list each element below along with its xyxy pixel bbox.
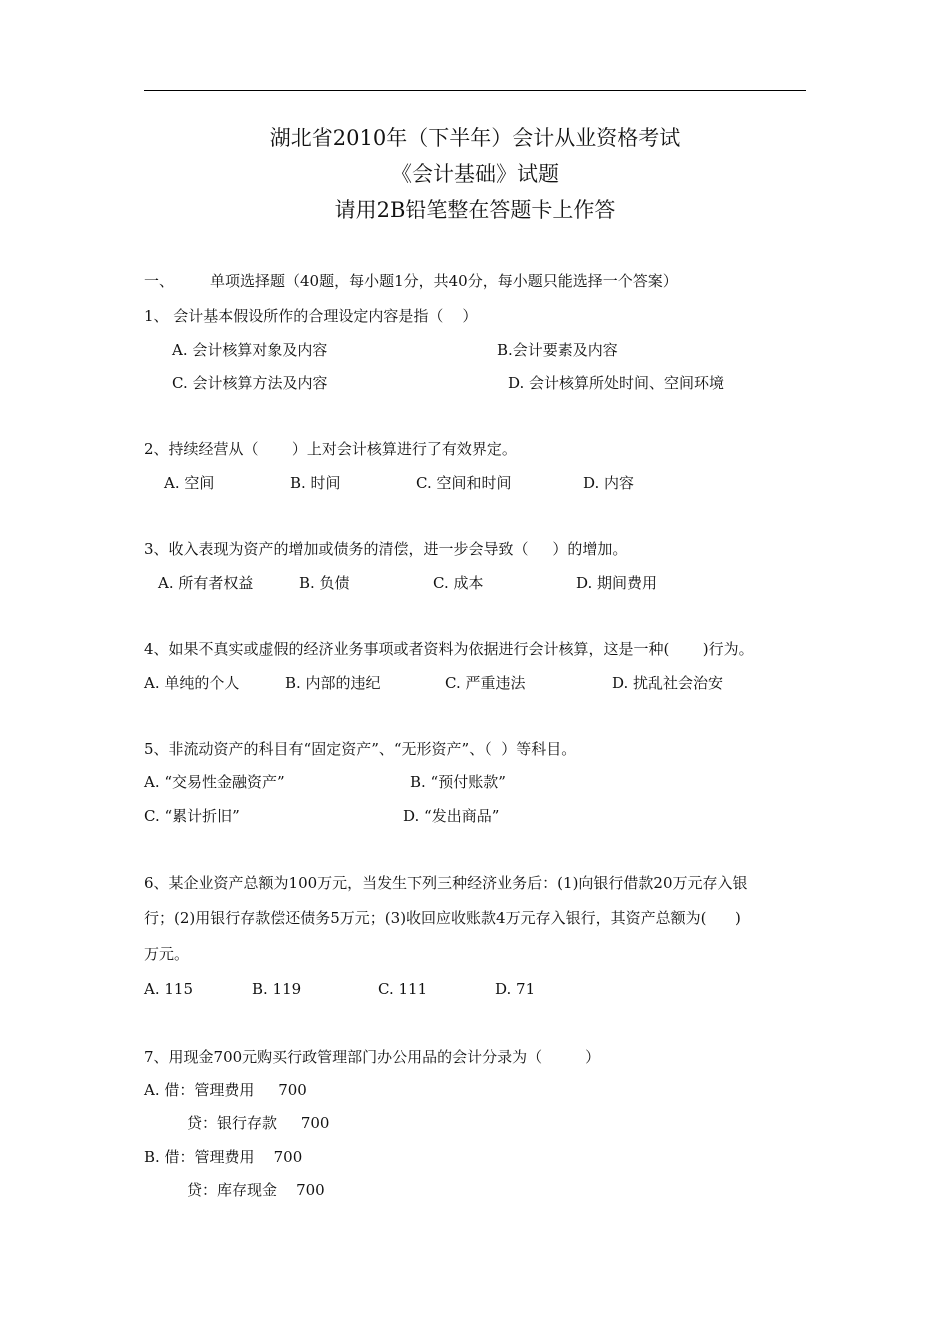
question-stem: 7、用现金700元购买行政管理部门办公用品的会计分录为（ ） bbox=[144, 1048, 601, 1066]
option: B. “预付账款” bbox=[410, 773, 506, 791]
option: A. 空间 bbox=[164, 474, 215, 492]
option: C. “累计折旧” bbox=[144, 807, 240, 825]
exam-subject: 《会计基础》试题 bbox=[391, 162, 559, 186]
option: A. 单纯的个人 bbox=[144, 674, 240, 692]
option: D. “发出商品” bbox=[403, 807, 500, 825]
option: 贷：银行存款 700 bbox=[187, 1114, 330, 1132]
option: C. 严重违法 bbox=[445, 674, 526, 692]
question-stem: 4、如果不真实或虚假的经济业务事项或者资料为依据进行会计核算，这是一种( )行为。 bbox=[144, 640, 754, 658]
option: D. 内容 bbox=[583, 474, 635, 492]
option: A. “交易性金融资产” bbox=[144, 773, 285, 791]
header-rule bbox=[144, 90, 806, 91]
option: D. 期间费用 bbox=[576, 574, 658, 592]
option: D. 71 bbox=[495, 980, 536, 998]
exam-instruction: 请用2B铅笔整在答题卡上作答 bbox=[334, 198, 616, 222]
option: B. 119 bbox=[252, 980, 302, 998]
option: D. 会计核算所处时间、空间环境 bbox=[508, 374, 725, 392]
option: B. 内部的违纪 bbox=[285, 674, 381, 692]
option: B. 借：管理费用 700 bbox=[144, 1148, 303, 1166]
exam-title: 湖北省2010年（下半年）会计从业资格考试 bbox=[269, 126, 681, 150]
question-stem: 2、持续经营从（ ）上对会计核算进行了有效界定。 bbox=[144, 440, 517, 458]
question-stem: 3、收入表现为资产的增加或债务的清偿，进一步会导致（ ）的增加。 bbox=[144, 540, 628, 558]
option: B. 负债 bbox=[299, 574, 350, 592]
question-stem: 万元。 bbox=[144, 945, 190, 963]
option: 贷：库存现金 700 bbox=[187, 1181, 325, 1199]
question-stem: 6、某企业资产总额为100万元，当发生下列三种经济业务后：(1)向银行借款20万元存入银 bbox=[144, 874, 748, 892]
option: A. 所有者权益 bbox=[158, 574, 254, 592]
option: C. 会计核算方法及内容 bbox=[172, 374, 328, 392]
option: B.会计要素及内容 bbox=[497, 341, 618, 359]
question-stem: 行；(2)用银行存款偿还债务5万元；(3)收回应收账款4万元存入银行，其资产总额为( ) bbox=[144, 909, 741, 927]
option: A. 借：管理费用 700 bbox=[144, 1081, 307, 1099]
section-heading: 单项选择题（40题，每小题1分，共40分，每小题只能选择一个答案） bbox=[210, 272, 678, 290]
option: C. 成本 bbox=[433, 574, 484, 592]
question-stem: 1、 会计基本假设所作的合理设定内容是指（ ） bbox=[144, 307, 478, 325]
option: B. 时间 bbox=[290, 474, 341, 492]
option: C. 空间和时间 bbox=[416, 474, 512, 492]
question-stem: 5、非流动资产的科目有“固定资产”、“无形资产”、（ ）等科目。 bbox=[144, 740, 577, 758]
option: A. 115 bbox=[144, 980, 193, 998]
option: A. 会计核算对象及内容 bbox=[172, 341, 328, 359]
option: C. 111 bbox=[378, 980, 428, 998]
option: D. 扰乱社会治安 bbox=[612, 674, 724, 692]
section-number: 一、 bbox=[144, 272, 175, 290]
